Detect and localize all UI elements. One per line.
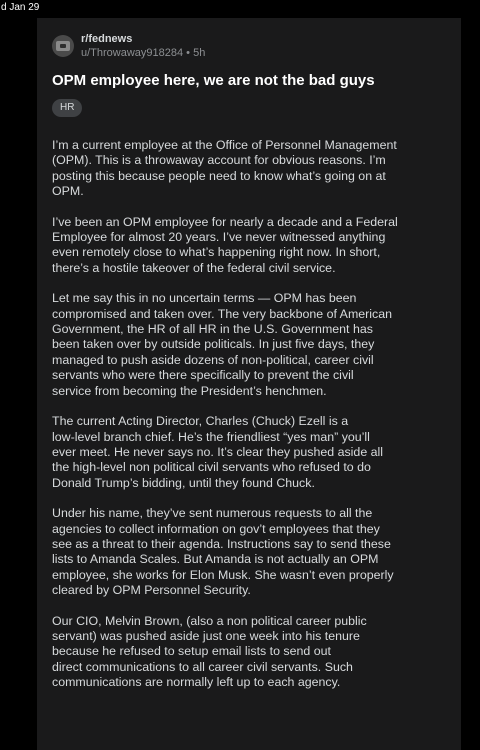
post-paragraph-line: service from becoming the President’s henchmen. — [52, 383, 327, 398]
post-paragraph-line: lists to Amanda Scales. But Amanda is not actually an OPM — [52, 552, 379, 567]
post-paragraph — [52, 291, 452, 399]
post-paragraph-line: there’s a hostile takeover of the federal civil service. — [52, 260, 336, 275]
reddit-post-card — [37, 18, 461, 750]
post-body — [52, 138, 452, 706]
post-header — [52, 30, 205, 62]
post-paragraph-line: Our CIO, Melvin Brown, (also a non political career public — [52, 613, 367, 628]
post-paragraph-line: been taken over by outside politicals. In just five days, they — [52, 337, 375, 352]
post-paragraph-line: OPM. — [52, 184, 84, 199]
post-paragraph-line: Employee for almost 20 years. I’ve never witnessed anything — [52, 230, 386, 245]
post-paragraph-line: (OPM). This is a throwaway account for obvious reasons. I’m — [52, 153, 386, 168]
post-paragraph-line: The current Acting Director, Charles (Chuck) Ezell is a — [52, 414, 349, 429]
post-paragraph-line: agencies to collect information on gov’t employees that they — [52, 521, 380, 536]
post-paragraph-line: Government, the HR of all HR in the U.S. Government has — [52, 322, 373, 337]
post-paragraph — [52, 215, 452, 277]
subreddit-avatar-icon[interactable] — [52, 35, 74, 57]
post-paragraph-line: posting this because people need to know what’s going on at — [52, 168, 386, 183]
post-paragraph-line: compromised and taken over. The very backbone of American — [52, 306, 393, 321]
post-paragraph — [52, 506, 452, 598]
post-paragraph-line: even remotely close to what’s happening right now. In short, — [52, 245, 381, 260]
post-paragraph-line: the high-level non political civil servants who refused to do — [52, 460, 371, 475]
post-paragraph-line: servants who were there specifically to prevent the civil — [52, 368, 354, 383]
post-flair[interactable]: HR — [52, 99, 82, 117]
post-title: OPM employee here, we are not the bad guys — [52, 72, 375, 89]
post-paragraph-line: I’m a current employee at the Office of Personnel Management — [52, 138, 397, 152]
post-paragraph-line: direct communications to all career civil servants. Such — [52, 659, 353, 674]
status-date-fragment: d Jan 29 — [0, 0, 480, 18]
post-paragraph-line: Donald Trump’s bidding, until they found Chuck. — [52, 475, 315, 490]
post-paragraph-line: because he refused to setup email lists to send out — [52, 644, 331, 659]
subreddit-link[interactable]: r/fednews — [81, 33, 133, 45]
post-meta — [81, 32, 205, 60]
post-paragraph-line: communications are normally left up to each agency. — [52, 675, 341, 690]
post-paragraph-line: I’ve been an OPM employee for nearly a decade and a Federal — [52, 214, 398, 229]
post-paragraph-line: Under his name, they’ve sent numerous requests to all the — [52, 506, 373, 521]
post-paragraph-line: managed to push aside dozens of non-political, career civil — [52, 352, 374, 367]
post-paragraph-line: ever meet. He never says no. It’s clear they pushed aside all — [52, 444, 384, 459]
post-paragraph — [52, 614, 452, 691]
post-paragraph-line: cleared by OPM Personnel Security. — [52, 583, 251, 598]
post-paragraph-line: Let me say this in no uncertain terms — OPM has been — [52, 291, 357, 306]
post-paragraph-line: servant) was pushed aside just one week into his tenure — [52, 628, 360, 643]
post-paragraph — [52, 138, 452, 200]
author-byline[interactable]: u/Throwaway918284 • 5h — [81, 47, 206, 59]
post-paragraph — [52, 414, 452, 491]
post-paragraph-line: low-level branch chief. He’s the friendliest “yes man” you’ll — [52, 429, 370, 444]
post-paragraph-line: employee, she works for Elon Musk. She wasn’t even properly — [52, 567, 394, 582]
post-paragraph-line: see as a threat to their agenda. Instructions say to send these — [52, 536, 391, 551]
